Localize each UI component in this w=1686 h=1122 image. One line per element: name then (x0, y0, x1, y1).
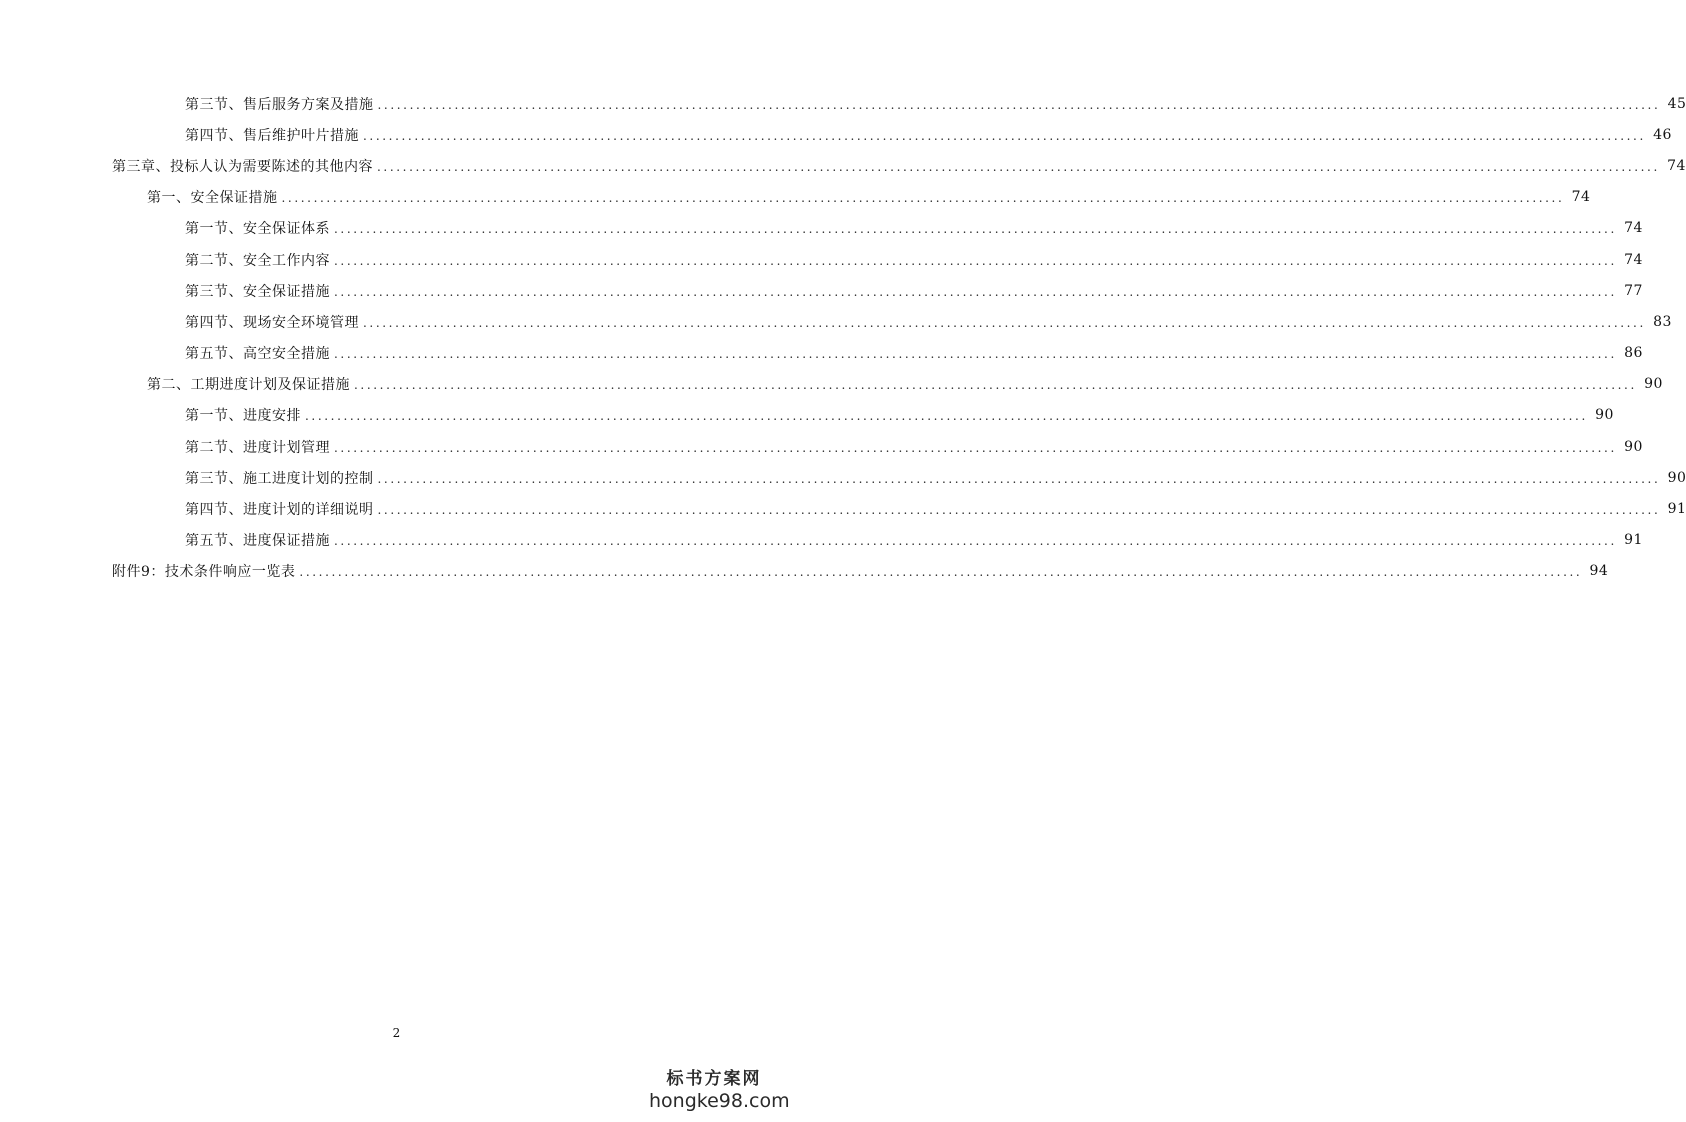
toc-dot-leader: ........................................................................................................................................................................................................ (377, 471, 1661, 486)
toc-entry-title: 第五节、进度保证措施 (185, 533, 330, 550)
toc-entry (0, 525, 1643, 556)
toc-entry (0, 431, 1643, 462)
toc-entry-page: 83 (1653, 313, 1672, 330)
toc-entry (0, 493, 1686, 524)
toc-entry-page: 91 (1624, 532, 1643, 549)
toc-entry-page: 94 (1589, 563, 1609, 580)
toc-entry-title: 第三节、售后服务方案及措施 (185, 96, 374, 113)
toc-entry-page: 86 (1624, 345, 1643, 362)
toc-entry-page: 74 (1624, 220, 1643, 237)
toc-entry (0, 119, 1672, 150)
toc-entry-page: 46 (1653, 126, 1672, 143)
toc-entry (0, 369, 1663, 400)
toc-dot-leader: ........................................................................................................................................................................................................ (334, 253, 1617, 268)
toc-dot-leader: ........................................................................................................................................................................................................ (305, 409, 1588, 424)
toc-entry-title: 第三节、施工进度计划的控制 (185, 470, 374, 487)
toc-dot-leader: ........................................................................................................................................................................................................ (334, 347, 1617, 362)
toc-entry-title: 第一节、进度安排 (185, 408, 301, 425)
toc-entry-title: 第五节、高空安全措施 (185, 346, 330, 363)
watermark-logo (649, 1068, 790, 1112)
toc-entry-title: 第二、工期进度计划及保证措施 (147, 377, 350, 394)
page-number: 2 (392, 1026, 401, 1040)
toc-dot-leader: ........................................................................................................................................................................................................ (299, 565, 1583, 580)
toc-entry-page: 90 (1644, 376, 1663, 393)
toc-entry (0, 462, 1686, 493)
toc-dot-leader: ........................................................................................................................................................................................................ (334, 284, 1617, 299)
toc-entry (0, 213, 1643, 244)
toc-entry (0, 338, 1643, 369)
toc-entry-page: 90 (1595, 407, 1614, 424)
toc-entry-title: 第一、安全保证措施 (147, 190, 278, 207)
toc-entry-page: 90 (1624, 438, 1643, 455)
toc-dot-leader: ........................................................................................................................................................................................................ (281, 191, 1565, 206)
toc-entry (0, 306, 1672, 337)
toc-entry (0, 556, 1609, 587)
toc-entry-title: 第一节、安全保证体系 (185, 221, 330, 238)
watermark-url: hongke98.com (649, 1090, 790, 1112)
toc-entry-page: 45 (1667, 95, 1686, 112)
toc-entry-title: 第二节、进度计划管理 (185, 439, 330, 456)
toc-dot-leader: ........................................................................................................................................................................................................ (354, 378, 1637, 393)
toc-entry (0, 275, 1643, 306)
toc-dot-leader: ........................................................................................................................................................................................................ (363, 128, 1646, 143)
toc-entry-title: 第四节、售后维护叶片措施 (185, 127, 359, 144)
toc-dot-leader: ........................................................................................................................................................................................................ (334, 222, 1617, 237)
toc-entry (0, 244, 1643, 275)
toc-entry-title: 附件9：技术条件响应一览表 (112, 564, 296, 581)
toc-entry (0, 88, 1686, 119)
toc-entry-page: 90 (1667, 469, 1686, 486)
toc-entry-title: 第三节、安全保证措施 (185, 283, 330, 300)
toc-dot-leader: ........................................................................................................................................................................................................ (334, 534, 1617, 549)
toc-entry-title: 第二节、安全工作内容 (185, 252, 330, 269)
table-of-contents (0, 88, 1686, 587)
toc-entry-title: 第四节、进度计划的详细说明 (185, 502, 374, 519)
toc-dot-leader: ........................................................................................................................................................................................................ (334, 440, 1617, 455)
toc-dot-leader: ........................................................................................................................................................................................................ (363, 315, 1646, 330)
toc-entry (0, 150, 1686, 181)
toc-dot-leader: ........................................................................................................................................................................................................ (377, 159, 1660, 174)
toc-entry-page: 77 (1624, 282, 1643, 299)
toc-entry (0, 400, 1614, 431)
toc-entry-title: 第四节、现场安全环境管理 (185, 314, 359, 331)
toc-entry-page: 74 (1624, 251, 1643, 268)
watermark-title: 标书方案网 (666, 1069, 762, 1089)
toc-entry (0, 182, 1591, 213)
toc-entry-page: 74 (1571, 189, 1591, 206)
toc-entry-title: 第三章、投标人认为需要陈述的其他内容 (112, 158, 373, 175)
toc-dot-leader: ........................................................................................................................................................................................................ (377, 97, 1661, 112)
toc-entry-page: 74 (1667, 157, 1686, 174)
toc-dot-leader: ........................................................................................................................................................................................................ (377, 503, 1661, 518)
toc-entry-page: 91 (1667, 501, 1686, 518)
